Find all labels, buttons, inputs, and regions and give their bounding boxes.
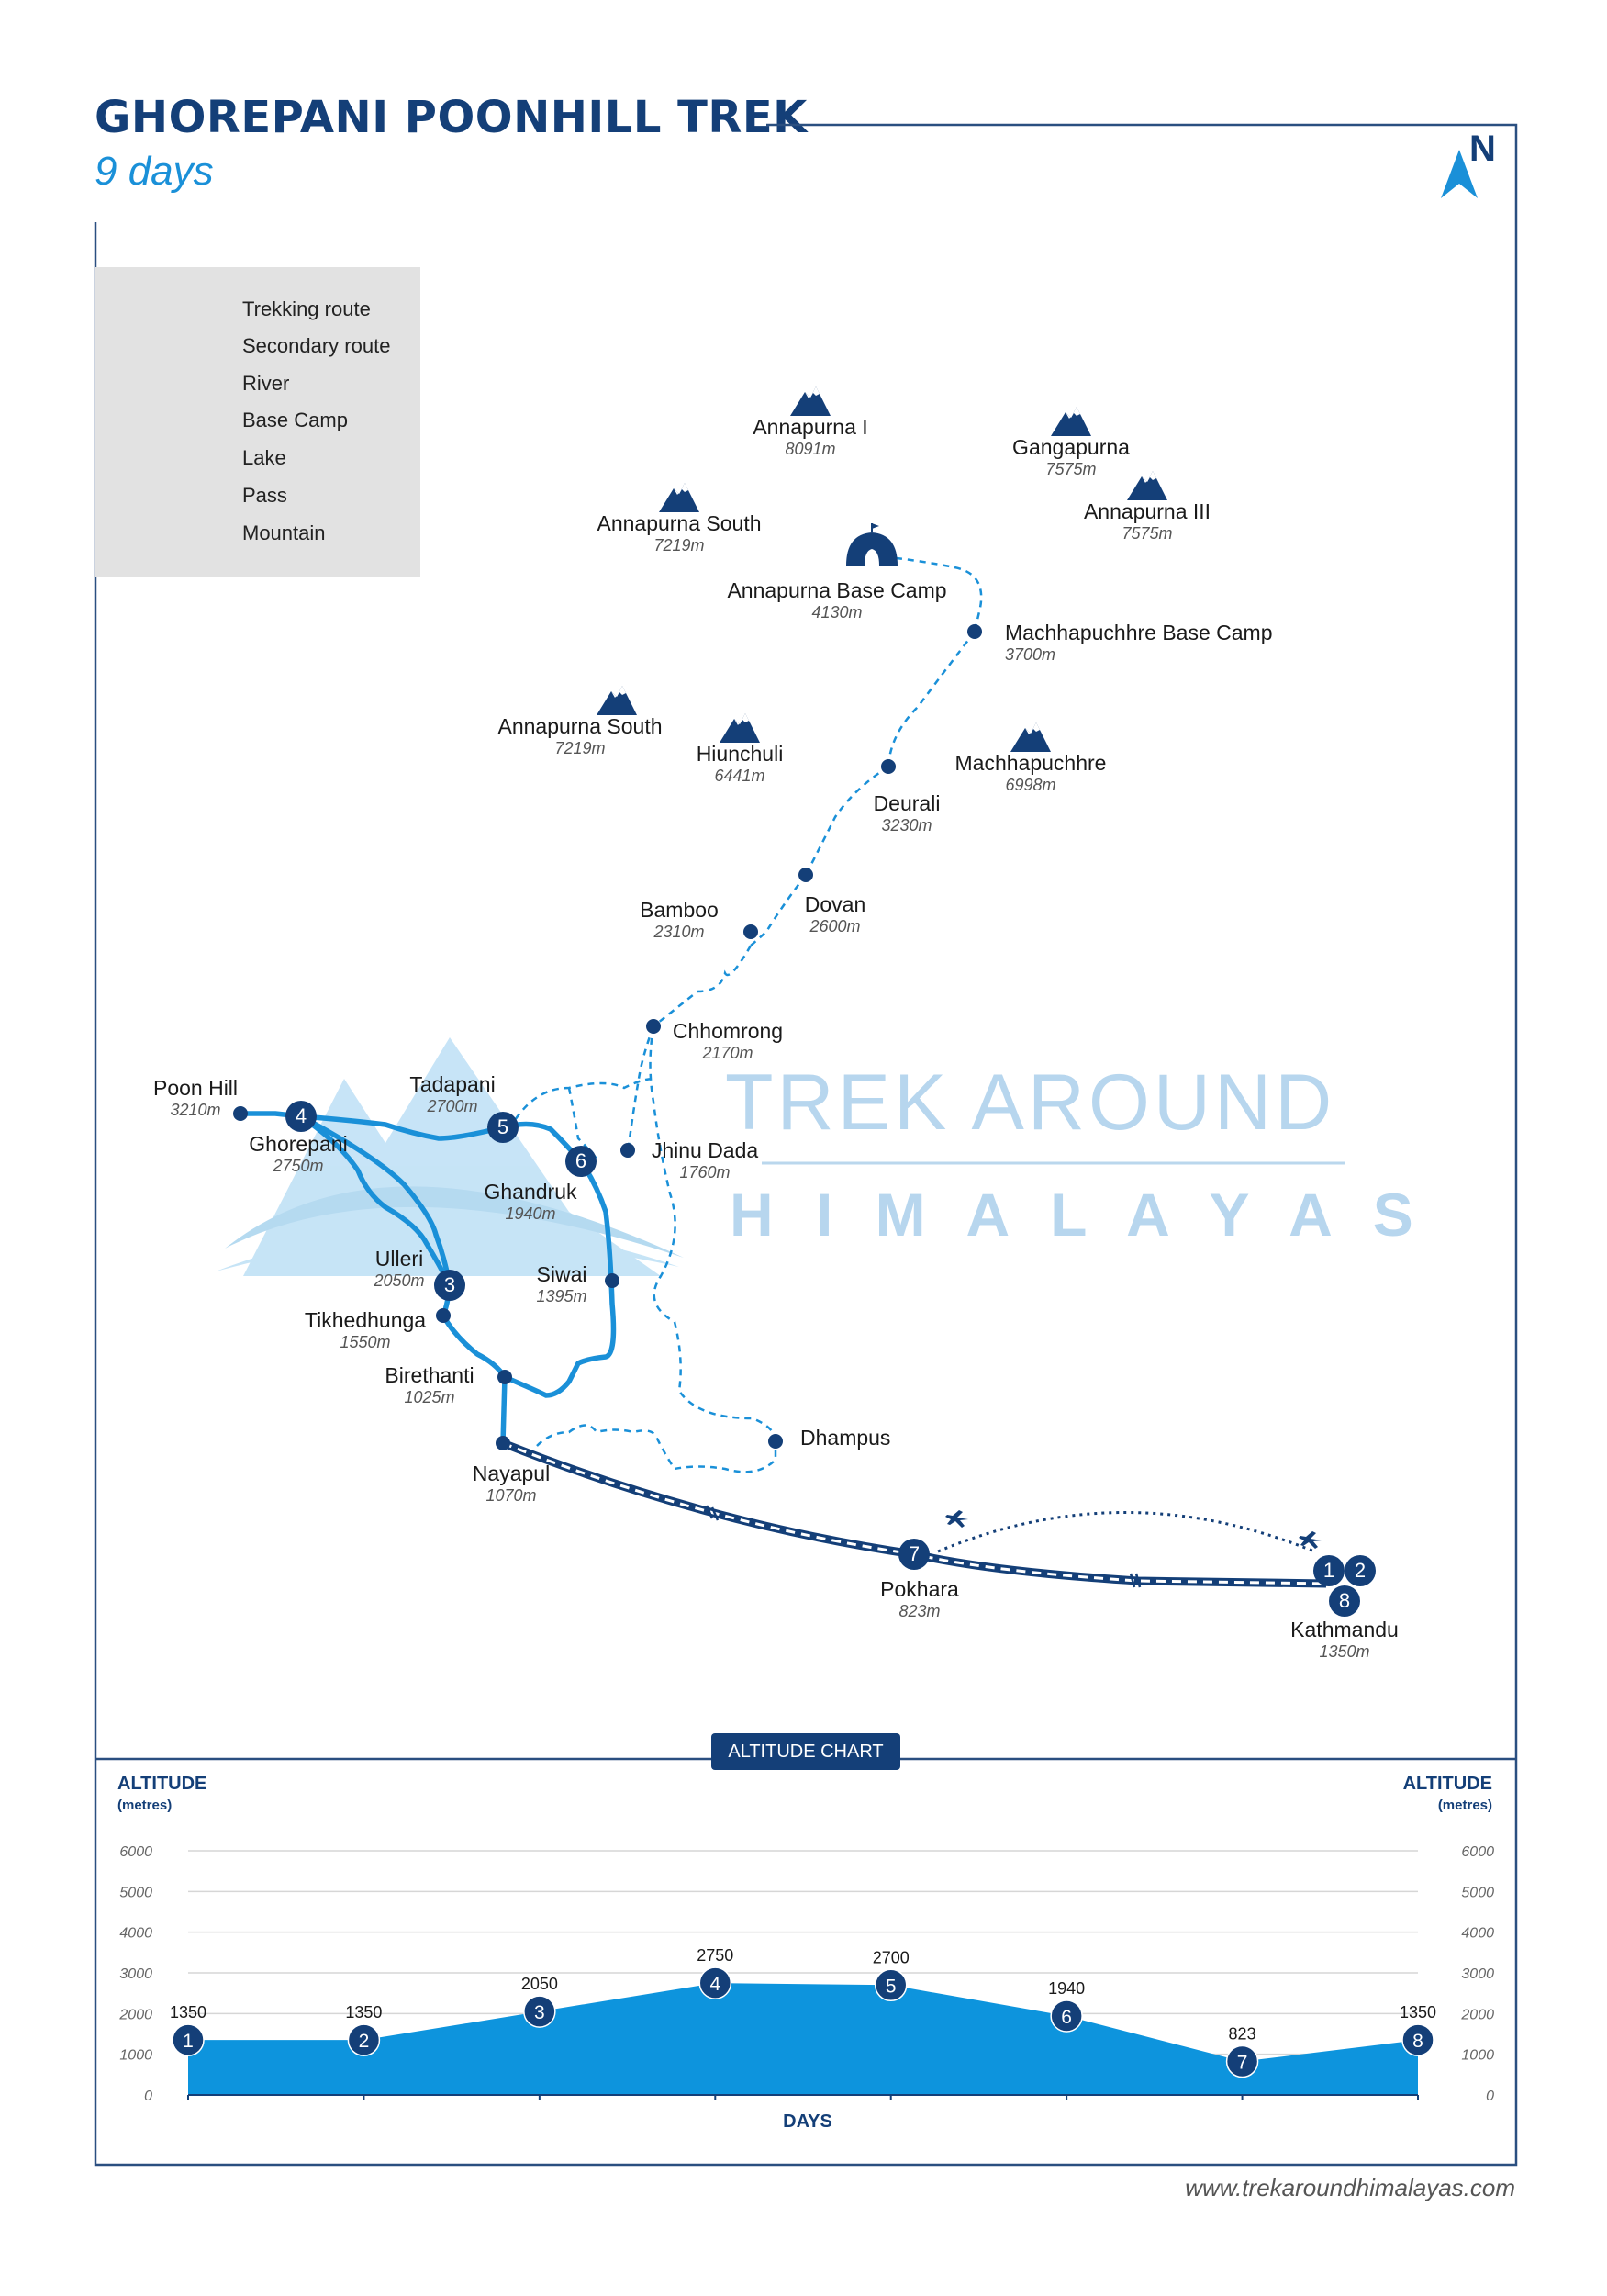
- legend-label-river: River: [242, 372, 290, 395]
- value-label-1: 1350: [169, 2003, 207, 2022]
- day-point-number-8: 8: [1412, 2031, 1423, 2053]
- place-label-nayapul-name: Nayapul: [472, 1462, 551, 1485]
- value-label-6: 1940: [1048, 1978, 1086, 1998]
- day-marker-ghorepani: 4: [295, 1104, 307, 1127]
- day-marker-ulleri: 3: [443, 1273, 456, 1296]
- mountain-label-5-name: Annapurna South: [497, 714, 663, 738]
- y-tick-right-0: 0: [1486, 2089, 1494, 2104]
- value-label-3: 2050: [520, 1975, 558, 1994]
- place-label-nayapul-altitude: 1070m: [485, 1486, 537, 1505]
- mountain-label-1-altitude: 8091m: [785, 440, 836, 458]
- y-tick-left-3000: 3000: [119, 1966, 152, 1982]
- place-label-poonhill-name: Poon Hill: [152, 1076, 239, 1100]
- value-label-4: 2750: [697, 1946, 734, 1966]
- days-axis-label: DAYS: [783, 2111, 832, 2132]
- place-label-deurali-altitude: 3230m: [881, 816, 932, 834]
- day-point-number-7: 7: [1236, 2052, 1248, 2074]
- place-label-ulleri-altitude: 2050m: [374, 1271, 425, 1290]
- place-label-chhomrong-name: Chhomrong: [672, 1019, 784, 1043]
- place-label-kathmandu-name: Kathmandu: [1290, 1618, 1399, 1641]
- place-label-abc-name: Annapurna Base Camp: [727, 578, 947, 602]
- place-label-pokhara-altitude: 823m: [898, 1602, 941, 1620]
- altitude-axis-unit-left: (metres): [117, 1798, 173, 1813]
- y-tick-right-2000: 2000: [1461, 2007, 1494, 2023]
- altitude-axis-unit-right: (metres): [1437, 1798, 1492, 1813]
- day-marker-ktm1: 1: [1322, 1559, 1335, 1582]
- place-label-mbc-altitude: 3700m: [1005, 645, 1056, 664]
- map-subtitle: 9 days: [95, 149, 214, 194]
- mountain-label-1-name: Annapurna I: [753, 415, 868, 439]
- place-label-siwai-altitude: 1395m: [536, 1287, 587, 1305]
- place-label-ghorepani-name: Ghorepani: [249, 1132, 348, 1156]
- place-label-tikhedhunga-name: Tikhedhunga: [304, 1308, 427, 1332]
- legend-label-secondary-route: Secondary route: [242, 334, 391, 357]
- place-label-ghandruk-name: Ghandruk: [484, 1180, 577, 1204]
- altitude-chart-button[interactable]: ALTITUDE CHART: [711, 1733, 900, 1770]
- place-label-dhampus-name: Dhampus: [800, 1426, 891, 1450]
- value-label-5: 2700: [872, 1948, 910, 1967]
- day-point-number-2: 2: [358, 2031, 370, 2053]
- place-label-chhomrong-altitude: 2170m: [702, 1044, 753, 1062]
- mountain-label-2-name: Gangapurna: [1012, 435, 1130, 459]
- day-marker-ghandruk: 6: [575, 1149, 587, 1172]
- place-label-mbc-name: Machhapuchhre Base Camp: [1005, 621, 1273, 644]
- place-label-tadapani-altitude: 2700m: [427, 1097, 478, 1115]
- place-label-ghandruk-altitude: 1940m: [505, 1204, 556, 1223]
- value-label-2: 1350: [345, 2003, 383, 2022]
- place-label-birethanti-altitude: 1025m: [404, 1388, 455, 1406]
- y-tick-right-4000: 4000: [1461, 1925, 1494, 1942]
- place-label-kathmandu-altitude: 1350m: [1319, 1642, 1370, 1661]
- day-marker-tadapani: 5: [497, 1115, 509, 1138]
- altitude-axis-title-left: ALTITUDE: [117, 1774, 207, 1794]
- watermark-line1: TREK AROUND: [725, 1058, 1336, 1147]
- mountain-label-6-altitude: 6441m: [714, 767, 765, 785]
- legend-label-trekking-route: Trekking route: [242, 297, 371, 320]
- place-label-bamboo-name: Bamboo: [640, 898, 719, 922]
- legend-label-pass: Pass: [242, 484, 287, 507]
- altitude-axis-title-right: ALTITUDE: [1402, 1774, 1492, 1794]
- place-label-birethanti-name: Birethanti: [385, 1363, 474, 1387]
- place-label-jhinudada-name: Jhinu Dada: [651, 1138, 759, 1162]
- place-label-tikhedhunga-altitude: 1550m: [340, 1333, 391, 1351]
- legend-label-base-camp: Base Camp: [242, 409, 348, 431]
- mountain-label-7-altitude: 6998m: [1005, 776, 1056, 794]
- y-tick-left-0: 0: [144, 2089, 152, 2104]
- value-label-8: 1350: [1399, 2003, 1437, 2022]
- place-label-dovan-name: Dovan: [804, 892, 866, 916]
- mountain-label-6-name: Hiunchuli: [696, 742, 784, 766]
- mountain-label-3-altitude: 7575m: [1122, 524, 1173, 543]
- place-label-bamboo-altitude: 2310m: [653, 923, 705, 941]
- y-tick-left-6000: 6000: [119, 1844, 152, 1860]
- website-url[interactable]: www.trekaroundhimalayas.com: [1185, 2174, 1515, 2201]
- legend-label-lake: Lake: [242, 446, 286, 469]
- y-tick-right-5000: 5000: [1461, 1885, 1494, 1901]
- day-point-number-3: 3: [534, 2002, 545, 2024]
- mountain-label-7-name: Machhapuchhre: [954, 751, 1107, 775]
- day-marker-ktm8: 8: [1338, 1589, 1351, 1612]
- y-tick-left-4000: 4000: [119, 1925, 152, 1942]
- map-title: GHOREPANI POONHILL TREK: [95, 92, 808, 143]
- day-point-number-5: 5: [885, 1976, 897, 1998]
- place-label-deurali-name: Deurali: [873, 791, 941, 815]
- mountain-label-2-altitude: 7575m: [1045, 460, 1097, 478]
- place-label-pokhara-name: Pokhara: [880, 1577, 959, 1601]
- legend-label-mountain: Mountain: [242, 521, 326, 544]
- mountain-label-3-name: Annapurna III: [1083, 499, 1211, 523]
- place-label-jhinudada-altitude: 1760m: [679, 1163, 731, 1182]
- mountain-label-4-name: Annapurna South: [597, 511, 762, 535]
- day-point-number-1: 1: [183, 2031, 194, 2053]
- place-label-poonhill-altitude: 3210m: [170, 1101, 221, 1119]
- mountain-label-5-altitude: 7219m: [554, 739, 606, 757]
- day-point-number-4: 4: [709, 1974, 721, 1996]
- y-tick-left-5000: 5000: [119, 1885, 152, 1901]
- day-marker-pokhara: 7: [908, 1542, 921, 1565]
- y-tick-left-2000: 2000: [119, 2007, 152, 2023]
- day-point-number-6: 6: [1061, 2006, 1072, 2028]
- y-tick-right-1000: 1000: [1461, 2047, 1494, 2064]
- place-label-ulleri-name: Ulleri: [374, 1247, 424, 1271]
- day-marker-ktm2: 2: [1354, 1559, 1367, 1582]
- mountain-label-4-altitude: 7219m: [653, 536, 705, 554]
- y-tick-right-3000: 3000: [1461, 1966, 1494, 1982]
- value-label-7: 823: [1228, 2024, 1256, 2044]
- place-label-ghorepani-altitude: 2750m: [273, 1157, 324, 1175]
- north-label: N: [1469, 129, 1496, 169]
- place-label-dovan-altitude: 2600m: [809, 917, 861, 935]
- place-label-siwai-name: Siwai: [536, 1262, 587, 1286]
- place-label-tadapani-name: Tadapani: [409, 1072, 496, 1096]
- place-label-abc-altitude: 4130m: [811, 603, 863, 622]
- y-tick-right-6000: 6000: [1461, 1844, 1494, 1860]
- y-tick-left-1000: 1000: [119, 2047, 152, 2064]
- watermark-line2: H I M A L A Y A S: [730, 1181, 1426, 1249]
